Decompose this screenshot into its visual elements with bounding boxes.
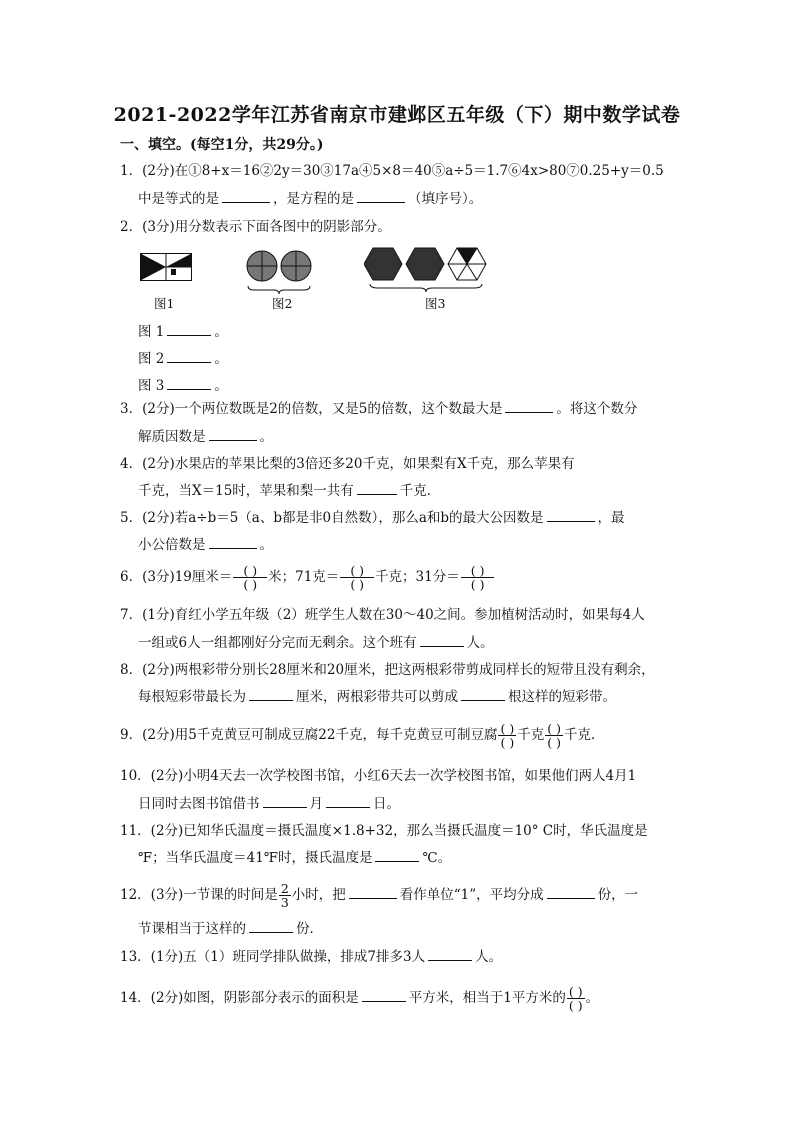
figure-3-answer: 图 3 。 <box>138 378 228 394</box>
question-8-line-2: 每根短彩带最长为 厘米，两根彩带共可以剪成 根这样的短彩带。 <box>138 689 616 705</box>
page-title: 2021-2022学年江苏省南京市建邺区五年级（下）期中数学试卷 <box>113 104 681 126</box>
answer-blank[interactable] <box>362 989 406 1002</box>
answer-blank[interactable] <box>461 688 505 701</box>
figure-2-label: 图2 <box>272 296 293 311</box>
figure-2-circles <box>244 250 316 296</box>
question-9-line: 9．(2分)用5千克黄豆可制成豆腐22千克，每千克黄豆可制豆腐 $\frac{( )}{( )}$ 千克 $\frac{( )}{( )}$ 千克． <box>120 721 605 750</box>
question-8-line-1: 8．(2分)两根彩带分别长28厘米和20厘米，把这两根彩带剪成同样长的短带且没有剩余， <box>120 662 655 678</box>
fraction-blank[interactable]: $\frac{( )}{( )}$ <box>568 984 583 1013</box>
fraction-blank[interactable]: $\frac{( )}{( )}$ <box>547 721 561 750</box>
answer-blank[interactable] <box>375 849 419 862</box>
question-4-line-1: 4．(2分)水果店的苹果比梨的3倍还多20千克，如果梨有X千克，那么苹果有 <box>120 456 575 472</box>
answer-blank[interactable] <box>209 428 257 441</box>
question-13-line: 13．(1分)五（1）班同学排队做操，排成7排多3人 人。 <box>120 949 503 965</box>
question-3-line-2: 解质因数是 。 <box>138 429 273 445</box>
question-1-line-2: 中是等式的是 ，是方程的是 （填序号）。 <box>138 191 483 207</box>
question-10-line-1: 10．(2分)小明4天去一次学校图书馆，小红6天去一次学校图书馆，如果他们两人4月1 <box>120 768 637 784</box>
question-7-line-1: 7．(1分)育红小学五年级（2）班学生人数在30～40之间。参加植树活动时，如果每4人 <box>120 607 645 623</box>
answer-blank[interactable] <box>357 190 405 203</box>
fraction-blank[interactable]: $\frac{( )}{( )}$ <box>500 721 515 750</box>
answer-blank[interactable] <box>547 509 595 522</box>
question-12-line-1: 12．(3分)一节课的时间是 $\frac{2}{3}$ 小时，把 看作单位“1”，平均分成 份，一 <box>120 881 639 910</box>
answer-blank[interactable] <box>357 482 397 495</box>
question-12-line-2: 节课相当于这样的 份． <box>138 921 323 937</box>
figure-3-hexagons <box>364 246 488 296</box>
question-14-line: 14．(2分)如图，阴影部分表示的面积是 平方米，相当于1平方米的 $\frac{( )}{( )}$ 。 <box>120 984 600 1013</box>
fraction-blank[interactable]: $\frac{( )}{( )}$ <box>461 564 495 591</box>
figure-2-answer: 图 2 。 <box>138 351 228 367</box>
question-11-line-1: 11．(2分)已知华氏温度＝摄氏温度×1.8+32，那么当摄氏温度＝10° C时，华氏温度是 <box>120 823 648 839</box>
answer-blank[interactable] <box>167 323 211 336</box>
answer-blank[interactable] <box>167 350 211 363</box>
question-3-line-1: 3．(2分)一个两位数既是2的倍数，又是5的倍数，这个数最大是 。将这个数分 <box>120 401 638 417</box>
question-6-line: 6．(3分)19厘米＝ $\frac{( )}{( )}$ 米；71克＝ $\frac{( )}{( )}$ 千克；31分＝ $\frac{( )}{( )}$ <box>120 562 495 592</box>
fraction-blank[interactable]: $\frac{( )}{( )}$ <box>233 564 267 591</box>
answer-blank[interactable] <box>349 886 397 899</box>
answer-blank[interactable] <box>249 920 293 933</box>
question-10-line-2: 日同时去图书馆借书 月 日。 <box>138 796 400 812</box>
question-11-line-2: ℉；当华氏温度＝41℉时，摄氏温度是 ℃。 <box>138 850 452 866</box>
answer-blank[interactable] <box>326 795 370 808</box>
answer-blank[interactable] <box>420 634 464 647</box>
question-2-line-1: 2．(3分)用分数表示下面各图中的阴影部分。 <box>120 219 391 235</box>
question-1-line-1: 1．(2分)在①8+x＝16②2y＝30③17a④5×8＝40⑤a÷5＝1.7⑥4x>80⑦0.25+y＝0.5 <box>120 163 664 179</box>
figure-3-label: 图3 <box>425 296 446 311</box>
fraction-two-thirds: $\frac{2}{3}$ <box>280 881 289 910</box>
answer-blank[interactable] <box>249 688 293 701</box>
fraction-blank[interactable]: $\frac{( )}{( )}$ <box>340 564 374 591</box>
section-heading: 一、填空。(每空1分，共29分。) <box>120 137 324 153</box>
figure-1-rectangle <box>140 253 192 281</box>
answer-blank[interactable] <box>167 377 211 390</box>
answer-blank[interactable] <box>547 886 595 899</box>
question-5-line-2: 小公倍数是 。 <box>138 537 273 553</box>
answer-blank[interactable] <box>222 190 270 203</box>
answer-blank[interactable] <box>505 400 553 413</box>
question-4-line-2: 千克，当X＝15时，苹果和梨一共有 千克． <box>138 483 441 499</box>
figure-1-answer: 图 1 。 <box>138 324 228 340</box>
answer-blank[interactable] <box>428 948 472 961</box>
question-7-line-2: 一组或6人一组都刚好分完而无剩余。这个班有 人。 <box>138 635 494 651</box>
answer-blank[interactable] <box>209 536 257 549</box>
figure-1-label: 图1 <box>154 296 175 311</box>
question-5-line-1: 5．(2分)若a÷b＝5（a、b都是非0自然数），那么a和b的最大公因数是 ，最 <box>120 510 625 526</box>
answer-blank[interactable] <box>263 795 307 808</box>
